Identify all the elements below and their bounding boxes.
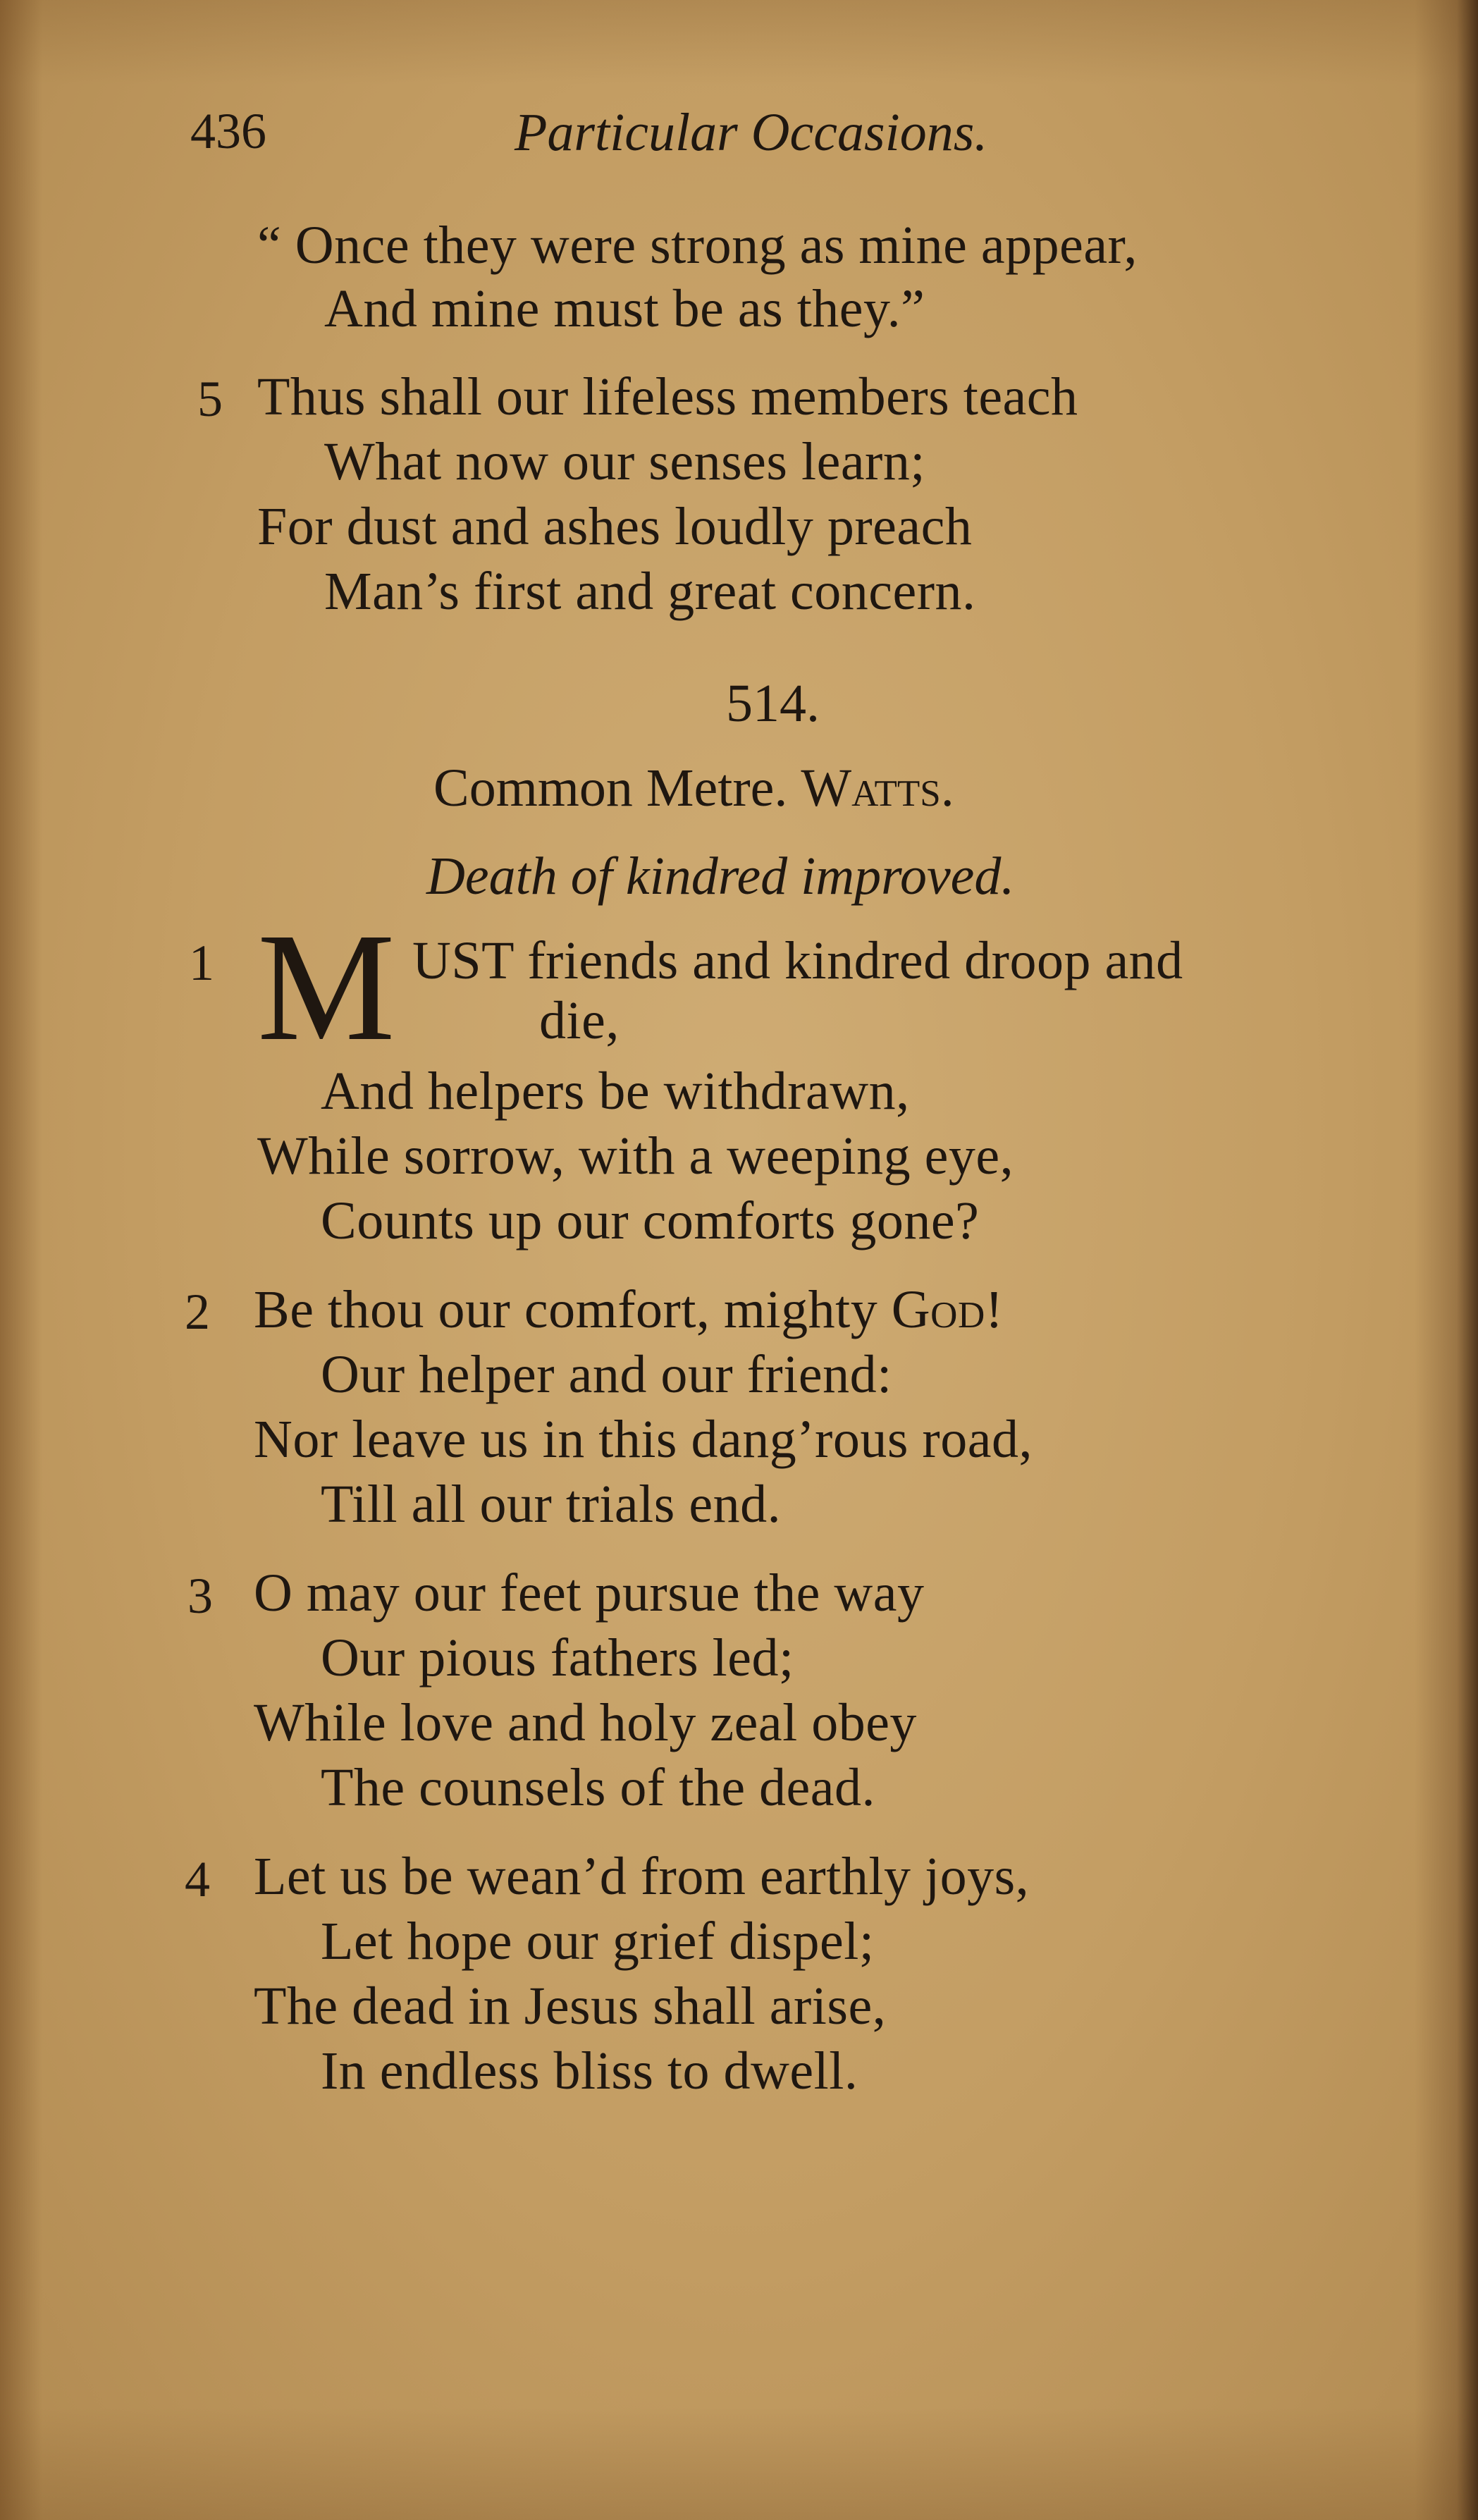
verse-line: For dust and ashes loudly preach	[257, 497, 973, 556]
hymn-meter: Common Metre.	[433, 758, 788, 818]
verse-line: Till all our trials end.	[321, 1475, 782, 1534]
divine-name: God	[891, 1280, 985, 1339]
verse-line: die,	[539, 991, 620, 1050]
verse-line: Man’s first and great concern.	[324, 562, 976, 621]
hymn-subject: Death of kindred improved.	[426, 847, 1015, 906]
continuation-line-1: “ Once they were strong as mine appear,	[257, 216, 1138, 275]
hymn-meter-author	[433, 758, 954, 818]
verse-line: UST friends and kindred droop and	[412, 931, 1183, 990]
page-number: 436	[190, 103, 266, 159]
hymn-author: Watts.	[801, 758, 954, 818]
verse-line	[254, 1280, 1004, 1339]
verse-line: Counts up our comforts gone?	[321, 1191, 980, 1250]
verse-number: 3	[187, 1568, 213, 1624]
verse-line: O may our feet pursue the way	[254, 1563, 925, 1623]
verse-line-text: Be thou our comfort, mighty	[254, 1280, 892, 1339]
verse-line: The counsels of the dead.	[321, 1758, 876, 1817]
verse-number: 5	[197, 371, 223, 427]
verse-line: The dead in Jesus shall arise,	[254, 1977, 887, 2036]
verse-line: Our helper and our friend:	[321, 1345, 892, 1404]
verse-line: While sorrow, with a weeping eye,	[257, 1126, 1014, 1186]
verse-line: What now our senses learn;	[324, 432, 925, 491]
running-title: Particular Occasions.	[515, 103, 988, 162]
verse-line: Our pious fathers led;	[321, 1628, 794, 1688]
verse-number: 1	[189, 935, 214, 991]
verse-line: While love and holy zeal obey	[254, 1693, 917, 1752]
verse-line: In endless bliss to dwell.	[321, 2041, 858, 2101]
verse-line-punctuation: !	[985, 1280, 1004, 1339]
continuation-line-2: And mine must be as they.”	[324, 279, 925, 338]
drop-cap: M	[257, 901, 395, 1073]
verse-number: 2	[185, 1284, 210, 1340]
verse-number: 4	[185, 1851, 210, 1907]
hymn-number: 514.	[726, 674, 820, 733]
verse-line: Let hope our grief dispel;	[321, 1912, 875, 1971]
verse-line: Thus shall our lifeless members teach	[257, 367, 1078, 426]
verse-line: And helpers be withdrawn,	[321, 1062, 910, 1121]
verse-line: Nor leave us in this dang’rous road,	[254, 1410, 1033, 1469]
verse-line: Let us be wean’d from earthly joys,	[254, 1847, 1030, 1906]
